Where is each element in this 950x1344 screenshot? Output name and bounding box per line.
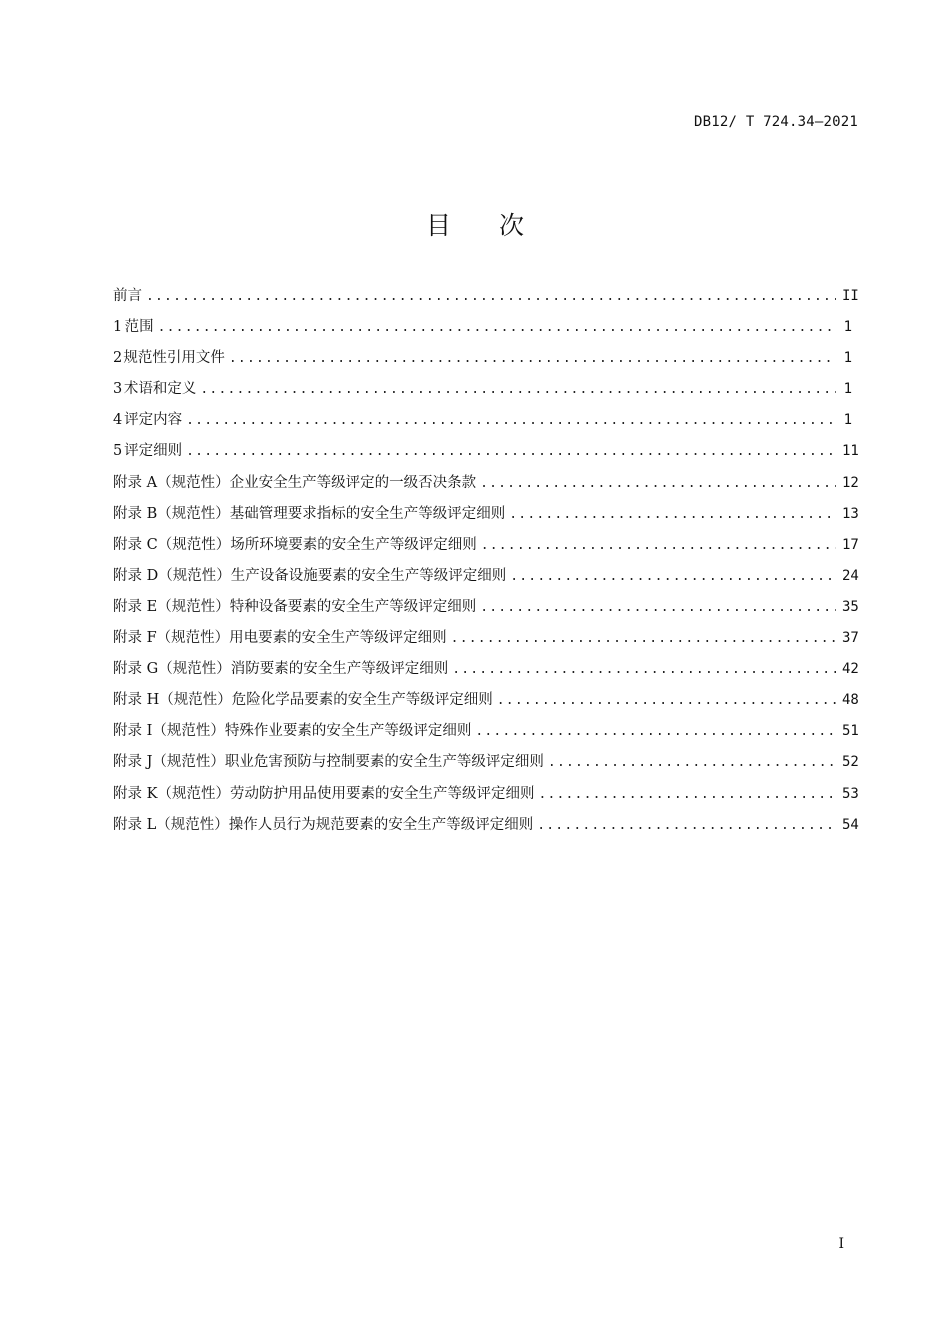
toc-appendix-a[interactable] bbox=[113, 471, 859, 502]
toc-appendix-type: （规范性） bbox=[157, 505, 230, 522]
toc-appendix-type: （规范性） bbox=[158, 567, 231, 584]
toc-appendix-type: （规范性） bbox=[158, 661, 231, 678]
toc-appendix-label: 附录 E bbox=[113, 598, 158, 615]
toc-appendix-type: （规范性） bbox=[157, 474, 230, 491]
toc-entry-title: 用电要素的安全生产等级评定细则 bbox=[229, 630, 447, 647]
toc-leader-dots bbox=[537, 818, 836, 833]
toc-appendix-type: （规范性） bbox=[152, 754, 225, 771]
toc-entry-scope[interactable] bbox=[113, 315, 852, 346]
toc-entry-assessment-rules[interactable] bbox=[113, 439, 859, 470]
toc-entry-title: 评定细则 bbox=[124, 443, 183, 460]
toc-entry-title: 范围 bbox=[124, 319, 154, 336]
toc-entry-title: 术语和定义 bbox=[123, 381, 197, 398]
toc-page-number: 1 bbox=[843, 381, 852, 398]
toc-page-number: 48 bbox=[842, 692, 859, 709]
toc-appendix-type: （规范性） bbox=[157, 785, 230, 802]
toc-section-number: 5 bbox=[113, 443, 123, 460]
toc-appendix-b[interactable] bbox=[113, 502, 859, 533]
toc-appendix-label: 附录 H bbox=[113, 692, 160, 709]
toc-page-number: 13 bbox=[842, 505, 859, 522]
toc-entry-assessment-content[interactable] bbox=[113, 408, 852, 439]
toc-appendix-label: 附录 G bbox=[113, 661, 159, 678]
toc-page-number: 52 bbox=[842, 754, 859, 771]
toc-leader-dots bbox=[146, 289, 836, 304]
toc-title: 目 次 bbox=[426, 211, 544, 240]
toc-section-number: 4 bbox=[113, 412, 123, 429]
toc-page-number: 51 bbox=[842, 723, 859, 740]
toc-page-number: 12 bbox=[842, 474, 859, 491]
toc-appendix-h[interactable] bbox=[113, 688, 859, 719]
toc-leader-dots bbox=[480, 476, 836, 491]
toc-appendix-type: （规范性） bbox=[156, 630, 230, 647]
toc-appendix-label: 附录 L bbox=[113, 816, 157, 833]
toc-leader-dots bbox=[481, 538, 836, 553]
toc-appendix-type: （规范性） bbox=[159, 692, 232, 709]
toc-appendix-label: 附录 I bbox=[113, 723, 153, 740]
toc-entry-title: 企业安全生产等级评定的一级否决条款 bbox=[229, 474, 477, 491]
toc-appendix-type: （规范性） bbox=[157, 536, 231, 553]
table-of-contents bbox=[113, 284, 859, 844]
toc-section-number: 1 bbox=[113, 319, 123, 336]
toc-section-number: 2 bbox=[113, 350, 123, 367]
toc-appendix-label: 附录 D bbox=[113, 567, 159, 584]
toc-leader-dots bbox=[510, 569, 836, 584]
toc-entry-title: 操作人员行为规范要素的安全生产等级评定细则 bbox=[228, 816, 534, 833]
toc-appendix-label: 附录 C bbox=[113, 536, 158, 553]
toc-leader-dots bbox=[509, 507, 836, 522]
toc-page-number: 42 bbox=[842, 661, 859, 678]
toc-entry-title: 危险化学品要素的安全生产等级评定细则 bbox=[231, 692, 493, 709]
toc-leader-dots bbox=[186, 444, 836, 459]
toc-entry-title: 前言 bbox=[113, 288, 142, 304]
toc-entry-title: 评定内容 bbox=[124, 412, 183, 429]
toc-appendix-label: 附录 A bbox=[113, 474, 158, 491]
toc-entry-title: 基础管理要求指标的安全生产等级评定细则 bbox=[229, 505, 506, 522]
toc-appendix-d[interactable] bbox=[113, 564, 859, 595]
toc-leader-dots bbox=[497, 693, 836, 708]
toc-page-number: 37 bbox=[842, 630, 859, 647]
toc-leader-dots bbox=[475, 724, 836, 739]
toc-leader-dots bbox=[200, 382, 836, 397]
toc-page-number: 53 bbox=[842, 785, 859, 802]
toc-appendix-j[interactable] bbox=[113, 750, 859, 781]
document-code: DB12/ T 724.34—2021 bbox=[694, 114, 858, 130]
toc-appendix-c[interactable] bbox=[113, 533, 859, 564]
toc-appendix-type: （规范性） bbox=[152, 723, 225, 740]
toc-entry-title: 劳动防护用品使用要素的安全生产等级评定细则 bbox=[229, 785, 535, 802]
toc-page-number: 35 bbox=[842, 598, 859, 615]
toc-entry-title: 职业危害预防与控制要素的安全生产等级评定细则 bbox=[224, 754, 544, 771]
toc-leader-dots bbox=[452, 662, 836, 677]
toc-appendix-e[interactable] bbox=[113, 595, 859, 626]
toc-appendix-type: （规范性） bbox=[156, 816, 229, 833]
toc-page-number: 1 bbox=[843, 319, 852, 336]
toc-page-number: 1 bbox=[843, 412, 852, 429]
toc-leader-dots bbox=[548, 755, 836, 770]
toc-appendix-k[interactable] bbox=[113, 782, 859, 813]
toc-leader-dots bbox=[186, 413, 836, 428]
toc-leader-dots bbox=[229, 351, 836, 366]
toc-page-number: 24 bbox=[842, 567, 859, 584]
toc-entry-normative-references[interactable] bbox=[113, 346, 852, 377]
toc-appendix-i[interactable] bbox=[113, 719, 859, 750]
toc-entry-title: 特种设备要素的安全生产等级评定细则 bbox=[229, 598, 477, 615]
toc-section-number: 3 bbox=[113, 381, 123, 398]
toc-entry-title: 场所环境要素的安全生产等级评定细则 bbox=[230, 536, 477, 553]
toc-appendix-l[interactable] bbox=[113, 813, 859, 844]
toc-page-number: 17 bbox=[842, 536, 859, 553]
toc-entry-title: 消防要素的安全生产等级评定细则 bbox=[230, 661, 449, 678]
toc-entry-title: 特殊作业要素的安全生产等级评定细则 bbox=[224, 723, 472, 740]
toc-entry-title: 规范性引用文件 bbox=[123, 350, 225, 367]
toc-appendix-type: （规范性） bbox=[157, 598, 230, 615]
toc-appendix-g[interactable] bbox=[113, 657, 859, 688]
page-number: I bbox=[838, 1236, 844, 1252]
toc-entry-foreword[interactable] bbox=[113, 284, 859, 315]
toc-appendix-label: 附录 F bbox=[113, 630, 157, 647]
toc-leader-dots bbox=[480, 600, 836, 615]
toc-appendix-f[interactable] bbox=[113, 626, 859, 657]
toc-page-number: 11 bbox=[842, 443, 859, 460]
toc-page-number: II bbox=[842, 288, 859, 304]
toc-appendix-label: 附录 K bbox=[113, 785, 158, 802]
toc-page-number: 1 bbox=[843, 350, 852, 367]
toc-appendix-label: 附录 B bbox=[113, 505, 158, 522]
toc-entry-terms-definitions[interactable] bbox=[113, 377, 852, 408]
toc-appendix-label: 附录 J bbox=[113, 754, 153, 771]
toc-leader-dots bbox=[451, 631, 836, 646]
toc-leader-dots bbox=[538, 787, 836, 802]
toc-page-number: 54 bbox=[842, 816, 859, 833]
toc-entry-title: 生产设备设施要素的安全生产等级评定细则 bbox=[230, 567, 507, 584]
toc-leader-dots bbox=[158, 320, 836, 335]
